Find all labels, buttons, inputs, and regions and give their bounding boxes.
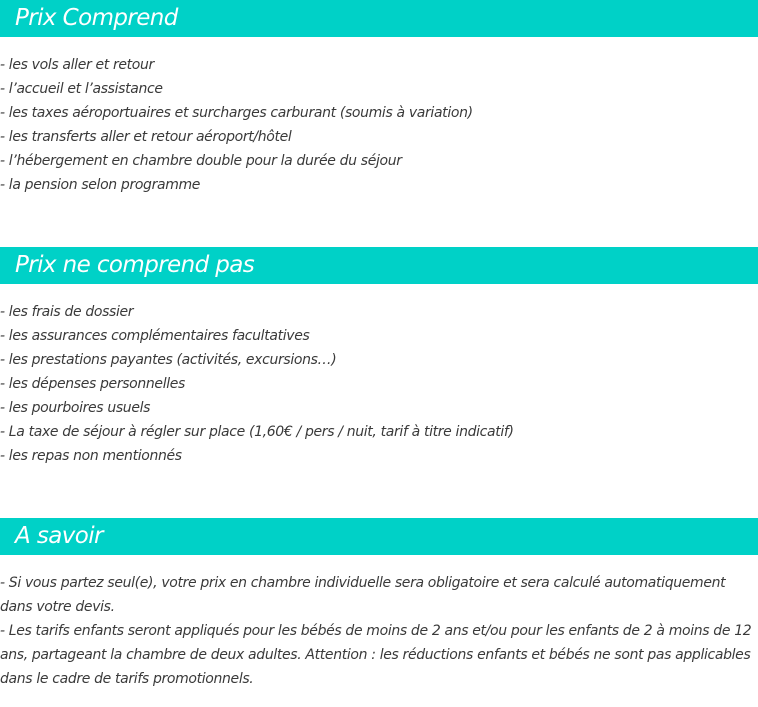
list-item: - La taxe de séjour à régler sur place (1,60€ / pers / nuit, tarif à titre indicatif) xyxy=(0,424,514,440)
list-item: - les taxes aéroportuaires et surcharges carburant (soumis à variation) xyxy=(0,105,473,121)
list-item: - l’accueil et l’assistance xyxy=(0,81,163,97)
section-title: Prix ne comprend pas xyxy=(15,252,255,278)
excluded-list xyxy=(0,300,758,468)
list-item: - les vols aller et retour xyxy=(0,57,154,73)
list-item: - les assurances complémentaires facultatives xyxy=(0,328,310,344)
list-item: - les dépenses personnelles xyxy=(0,376,185,392)
info-paragraph-single-room: - Si vous partez seul(e), votre prix en chambre individuelle sera obligatoire et sera calculé automatiquement dans votre devis. xyxy=(0,575,726,615)
list-item: - les prestations payantes (activités, excursions…) xyxy=(0,352,337,368)
info-paragraph-child-rates: - Les tarifs enfants seront appliqués pour les bébés de moins de 2 ans et/ou pour les enfants de 2 à moins de 12 ans, partageant la chambre de deux adultes. Attention : les réductions enfants et bébés ne sont pas applicables dans le cadre de tarifs promotionnels. xyxy=(0,623,752,687)
list-item: - les transferts aller et retour aéroport/hôtel xyxy=(0,129,292,145)
list-item: - la pension selon programme xyxy=(0,177,201,193)
section-title: Prix Comprend xyxy=(15,5,178,31)
section-header-prix-ne-comprend-pas xyxy=(0,247,758,284)
section-header-prix-comprend xyxy=(0,0,758,37)
list-item: - les frais de dossier xyxy=(0,304,134,320)
list-item: - les repas non mentionnés xyxy=(0,448,182,464)
included-list xyxy=(0,53,758,197)
list-item: - l’hébergement en chambre double pour la durée du séjour xyxy=(0,153,402,169)
list-item: - les pourboires usuels xyxy=(0,400,151,416)
section-title: A savoir xyxy=(15,523,103,549)
section-header-a-savoir xyxy=(0,518,758,555)
